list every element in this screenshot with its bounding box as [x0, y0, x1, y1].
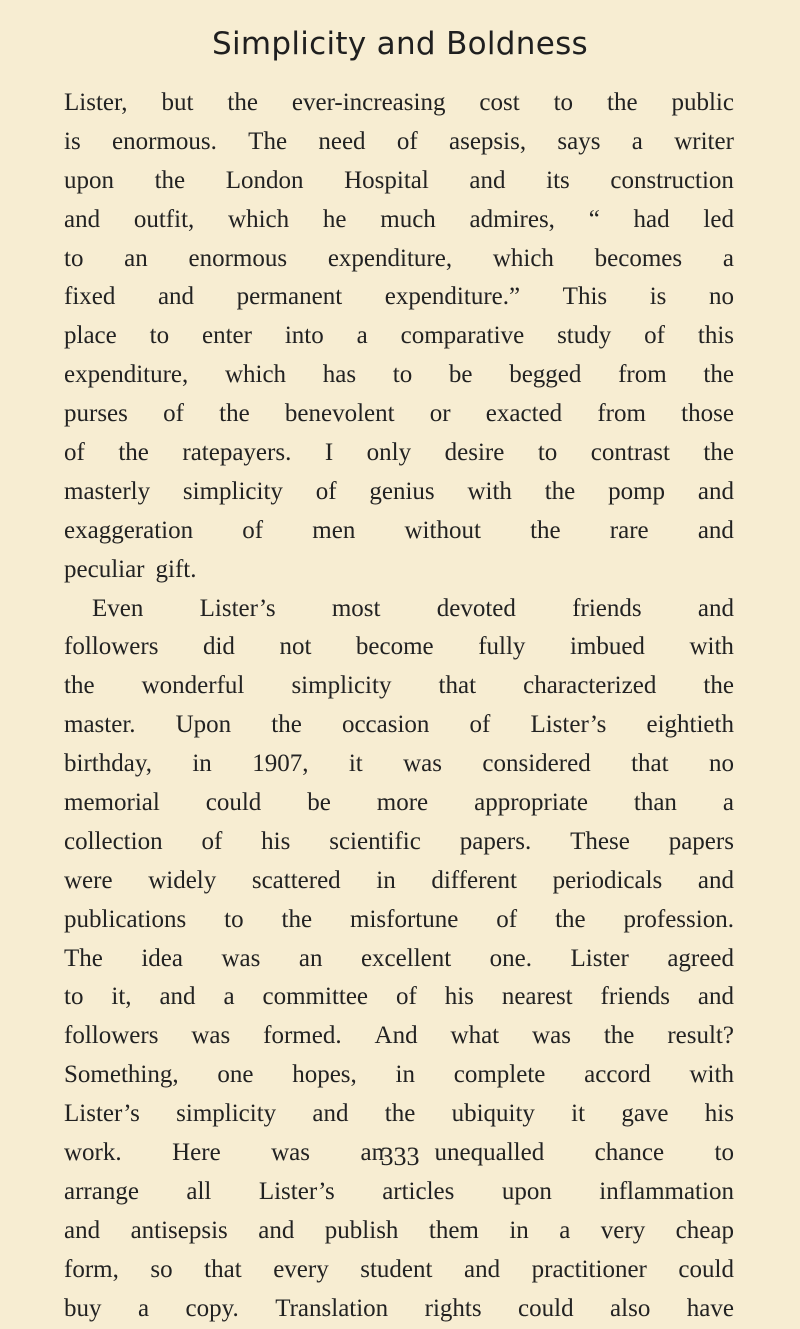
text-line: expenditure, which has to be begged from the — [64, 361, 734, 389]
text-line: collection of his scientific papers. These papers — [64, 827, 734, 855]
text-line: to an enormous expenditure, which becomes a — [64, 244, 734, 272]
text-line: and antisepsis and publish them in a very cheap — [64, 1216, 734, 1244]
text-line: publications to the misfortune of the profession. — [64, 905, 734, 933]
text-line: fixed and permanent expenditure.” This is no — [64, 283, 734, 311]
text-line: is enormous. The need of asepsis, says a writer — [64, 127, 734, 155]
text-line: The idea was an excellent one. Lister agreed — [64, 944, 734, 972]
text-line: birthday, in 1907, it was considered that no — [64, 750, 734, 778]
text-line: of the ratepayers. I only desire to contrast the — [64, 439, 734, 467]
text-line: were widely scattered in different periodicals and — [64, 866, 734, 894]
text-line: master. Upon the occasion of Lister’s eightieth — [64, 711, 734, 739]
text-line: masterly simplicity of genius with the pomp and — [64, 477, 734, 505]
text-line: followers did not become fully imbued with — [64, 633, 734, 661]
text-line: peculiar gift. — [64, 555, 197, 583]
text-line: followers was formed. And what was the result? — [64, 1022, 734, 1050]
text-line: the wonderful simplicity that characterized the — [64, 672, 734, 700]
text-line: exaggeration of men without the rare and — [64, 516, 734, 544]
text-line: place to enter into a comparative study of this — [64, 322, 734, 350]
text-line: to it, and a committee of his nearest friends and — [64, 983, 734, 1011]
text-line: arrange all Lister’s articles upon inflammation — [64, 1177, 734, 1205]
text-line: Even Lister’s most devoted friends and — [92, 594, 734, 622]
text-line: and outfit, which he much admires, “ had led — [64, 205, 734, 233]
text-line: form, so that every student and practitioner could — [64, 1255, 734, 1283]
text-line: Lister, but the ever-increasing cost to the public — [64, 89, 734, 116]
text-line: upon the London Hospital and its construction — [64, 166, 734, 194]
running-head: Simplicity and Boldness — [211, 26, 589, 62]
text-line: work. Here was an unequalled chance to — [64, 1139, 734, 1167]
text-line: buy a copy. Translation rights could also have — [64, 1294, 734, 1322]
text-line: memorial could be more appropriate than a — [64, 789, 734, 817]
text-line: purses of the benevolent or exacted from those — [64, 400, 734, 428]
page-number: 333 — [380, 1142, 420, 1171]
text-line: Lister’s simplicity and the ubiquity it gave his — [64, 1100, 734, 1128]
text-line: Something, one hopes, in complete accord with — [64, 1061, 734, 1089]
